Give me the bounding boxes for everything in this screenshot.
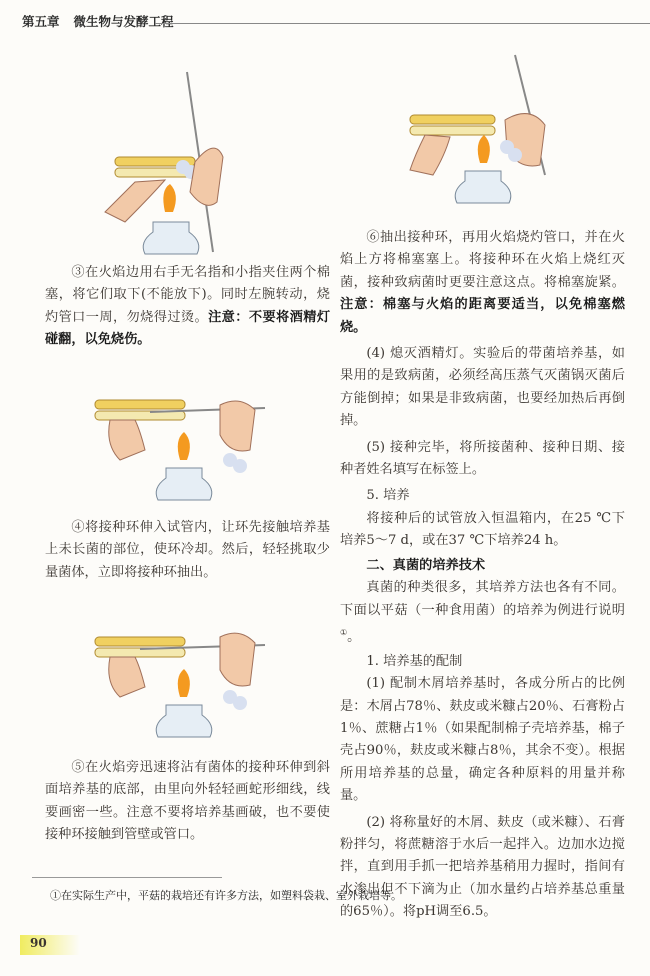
illustration-cool-loop (90, 390, 270, 505)
step6-caution: 注意：棉塞与火焰的距离要适当，以免棉塞燃烧。 (340, 297, 625, 335)
footnote-rule (32, 877, 222, 878)
step3-text: ③在火焰边用右手无名指和小指夹住两个棉塞，将它们取下(不能放下)。同时左腕转动，烧灼管口一周，勿烧得过烫。 (45, 265, 330, 325)
intro-end: 。 (347, 629, 361, 645)
header-rule (155, 23, 650, 24)
illustration-streak-loop (90, 625, 270, 745)
step5-text: ⑤在火焰旁迅速将沾有菌体的接种环伸到斜面培养基的底部，由里向外轻轻画蛇形细线，线要画密一些。注意不要将培养基画破，也不要使接种环接触到管壁或管口。 (45, 760, 330, 843)
left-step4 (45, 517, 330, 584)
left-step5 (45, 757, 330, 847)
chapter-title: 微生物与发酵工程 (73, 14, 174, 29)
paragraph-culture: 将接种后的试管放入恒温箱内，在25 ℃下培养5～7 d，或在37 ℃下培养24 h。 (340, 510, 625, 549)
illustration-replug-tubes (395, 45, 575, 215)
step6-text: ⑥抽出接种环，再用火焰烧灼管口，并在火焰上方将棉塞塞上。将接种环在火焰上烧红灭菌，接种致病菌时更要注意这点。将棉塞旋紧。 (340, 230, 625, 290)
paragraph-medium-ratio: (1) 配制木屑培养基时，各成分所占的比例是：木屑占78％、麸皮或米糠占20％、石膏粉占1％、蔗糖占1％（如果配制棉子壳培养基，棉子壳占90％，麸皮或米糠占8％，其余不变）。根据所用培养基的总量，确定各种原料的用量并称量。 (340, 676, 625, 804)
paragraph-medium-mixing: (2) 将称量好的木屑、麸皮（或米糠）、石膏粉拌匀，将蔗糖溶于水后一起拌入。边加水边搅拌，直到用手抓一把培养基稍用力握时，指间有水渗出但不下滴为止（加水量约占培养基总重量的65％）。将pH调至6.5。 (340, 814, 625, 920)
heading-medium-prep: 1. 培养基的配制 (366, 653, 463, 669)
illustration-remove-cotton-plugs (95, 62, 265, 262)
paragraph-extinguish-lamp: (4) 熄灭酒精灯。实验后的带菌培养基，如果用的是致病菌，必须经高压蒸气灭菌锅灭菌后方能倒掉；如果是非致病菌，也要经加热后再倒掉。 (340, 346, 625, 429)
page-number: 90 (20, 935, 80, 955)
left-step3 (45, 262, 330, 352)
paragraph-fungi-intro: 真菌的种类很多，其培养方法也各有不同。下面以平菇（一种食用菌）的培养为例进行说明 (340, 580, 625, 618)
footnote: ①在实际生产中，平菇的栽培还有许多方法，如塑料袋栽、室外栽培等。 (50, 889, 402, 902)
step4-text: ④将接种环伸入试管内，让环先接触培养基上未长菌的部位，使环冷却。然后，轻轻挑取少量菌体，立即将接种环抽出。 (45, 520, 330, 580)
footnote-ref[interactable]: ① (340, 627, 348, 637)
chapter-number: 第五章 (22, 14, 60, 29)
section-heading-fungi: 二、真菌的培养技术 (366, 557, 486, 573)
paragraph-labeling: (5) 接种完毕，将所接菌种、接种日期、接种者姓名填写在标签上。 (340, 439, 625, 478)
right-column (340, 227, 625, 924)
heading-culture: 5. 培养 (366, 488, 410, 504)
step3-caution: 注意：不要将酒精灯碰翻，以免烧伤。 (45, 309, 331, 348)
running-header (22, 12, 188, 30)
